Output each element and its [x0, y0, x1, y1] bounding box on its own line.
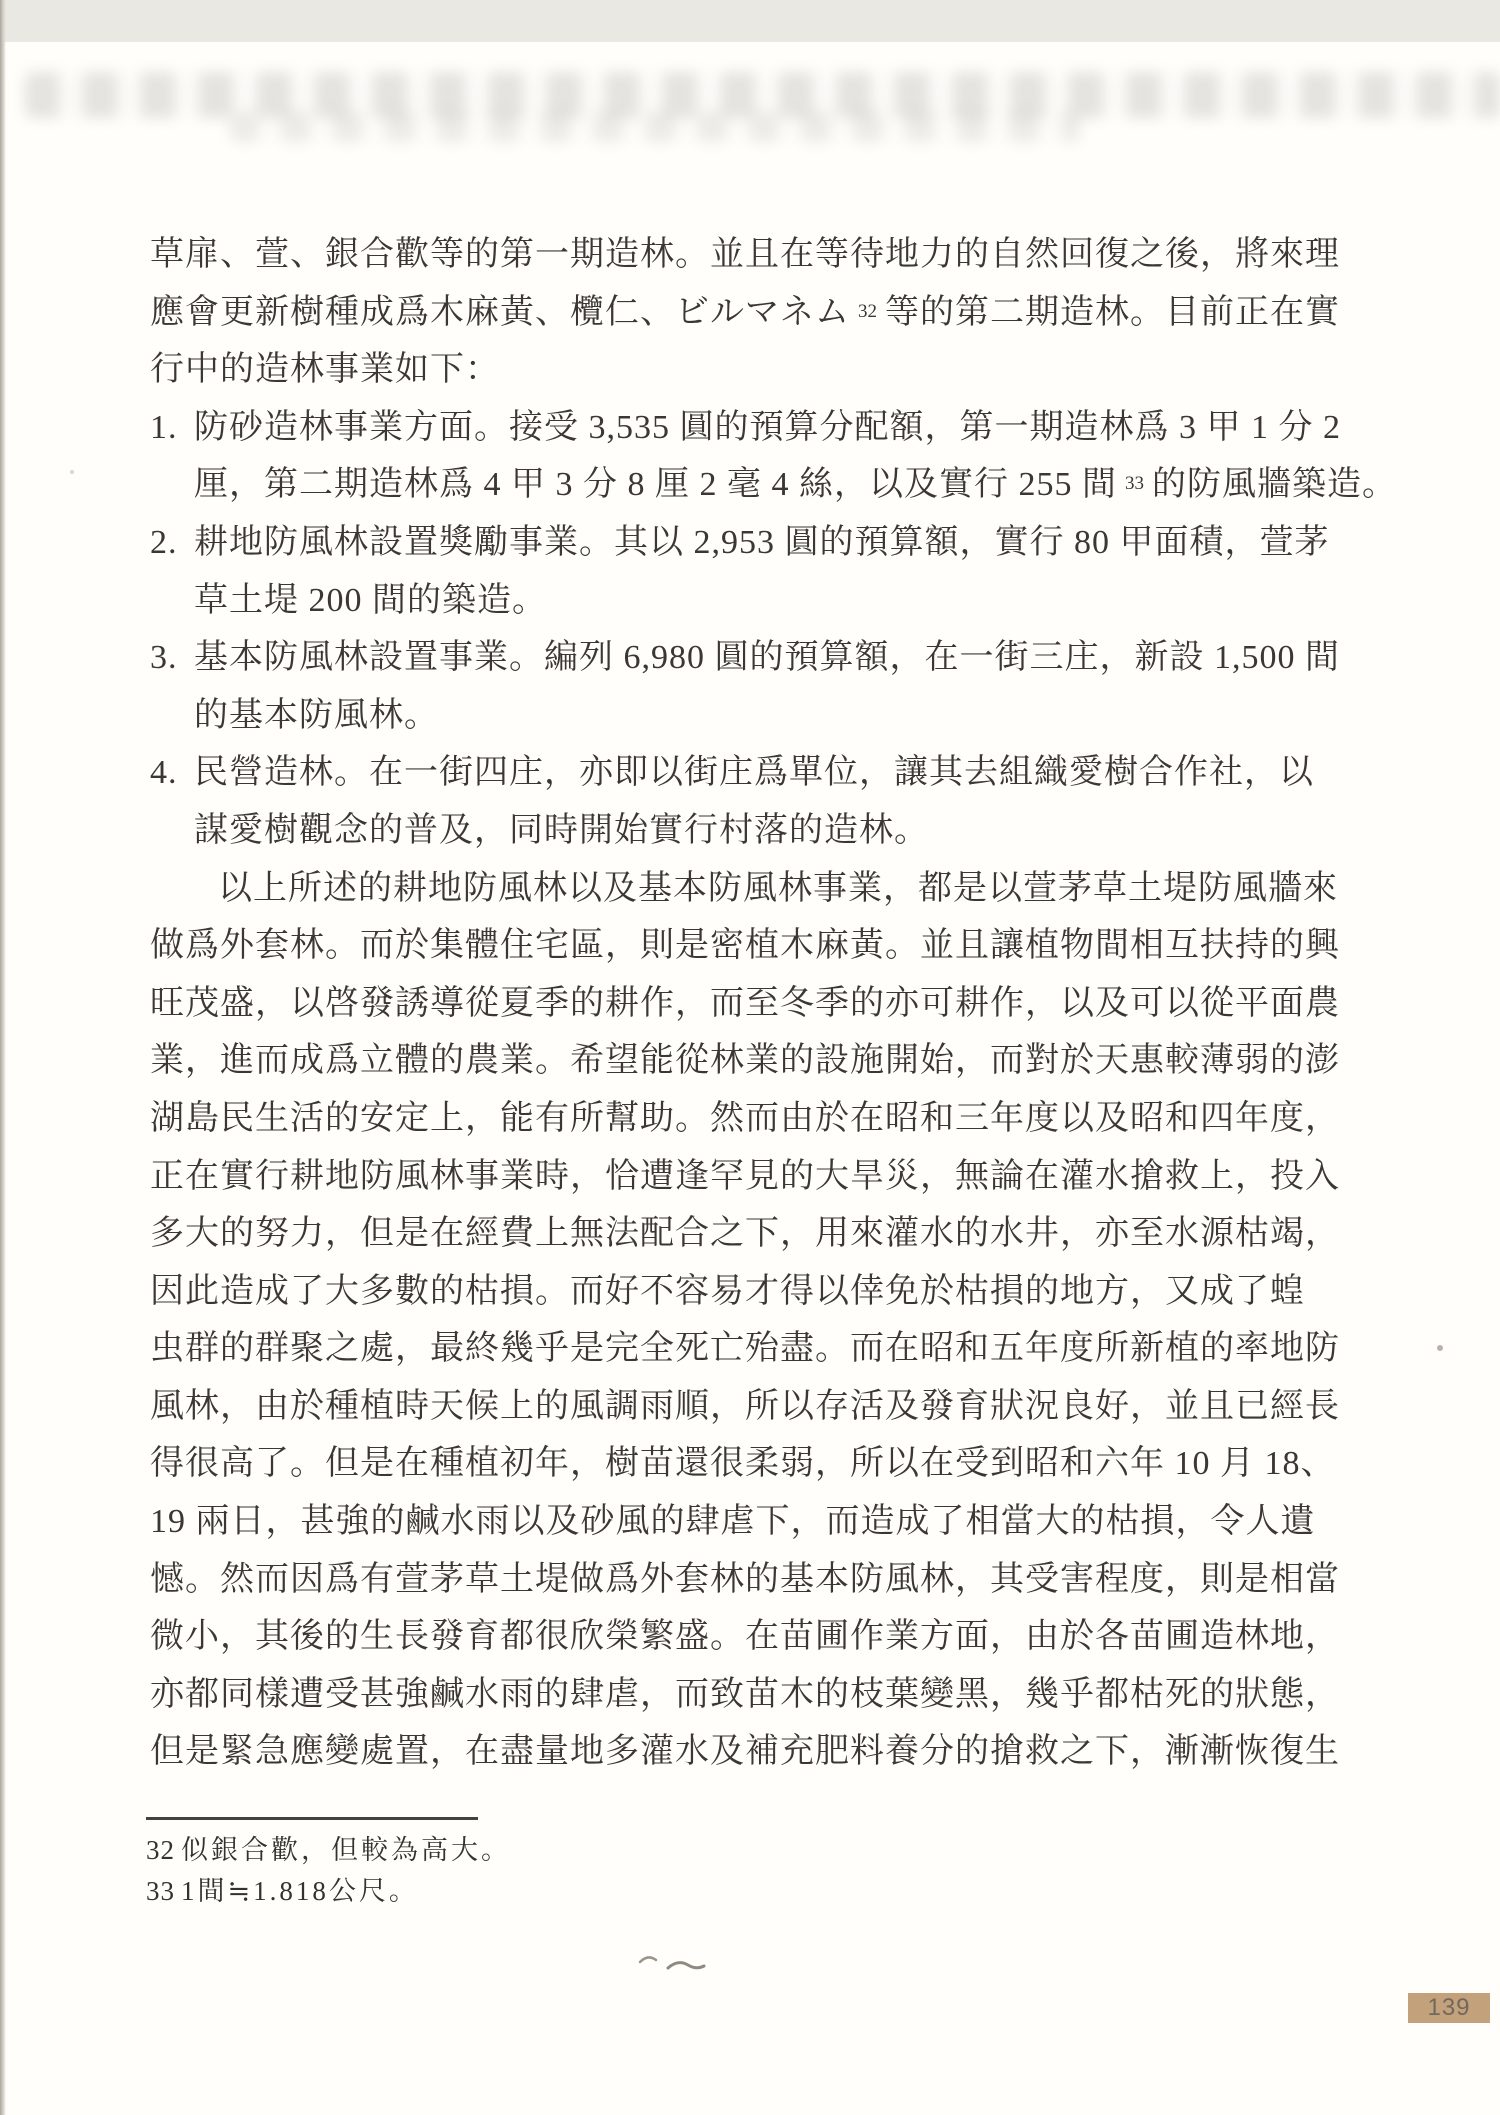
list-item-1-line-2 [150, 456, 1397, 514]
paragraph-line [150, 284, 1375, 342]
paragraph-line: 得很高了。但是在種植初年，樹苗還很柔弱，所以在受到昭和六年 10 月 18、 [150, 1445, 1336, 1483]
list-item-3-line-2: 的基本防風林。 [194, 696, 439, 734]
footnote-33 [146, 1871, 511, 1912]
list-item-number: 2. [150, 523, 178, 561]
paragraph-line: 以上所述的耕地防風林以及基本防風林事業，都是以萱茅草土堤防風牆來 [218, 869, 1338, 907]
paragraph-line: 亦都同樣遭受甚強鹹水雨的肆虐，而致苗木的枝葉變黑，幾乎都枯死的狀態， [150, 1675, 1340, 1713]
list-item-text: 民營造林。在一街四庄，亦即以街庄爲單位，讓其去組織愛樹合作社，以 [194, 754, 1314, 792]
paragraph-line: 19 兩日，甚強的鹹水雨以及砂風的肆虐下，而造成了相當大的枯損，令人遺 [150, 1503, 1316, 1541]
page-number: 139 [1408, 1993, 1490, 2023]
list-item-number: 3. [150, 639, 178, 677]
list-item-text: 耕地防風林設置獎勵事業。其以 2,953 圓的預算額，實行 80 甲面積，萱茅 [194, 523, 1330, 561]
list-item-3-line-1 [150, 629, 1375, 687]
paragraph-text: 等的第二期造林。目前正在實 [885, 293, 1340, 331]
list-item-number: 1. [150, 408, 178, 446]
footnote-number: 33 [146, 1876, 175, 1906]
paragraph-line: 微小，其後的生長發育都很欣榮繁盛。在苗圃作業方面，由於各苗圃造林地， [150, 1618, 1340, 1656]
paragraph-line: 草扉、萱、銀合歡等的第一期造林。並且在等待地力的自然回復之後，將來理 [150, 236, 1340, 273]
paragraph-line: 業，進而成爲立體的農業。希望能從林業的設施開始，而對於天惠較薄弱的澎 [150, 1042, 1340, 1080]
footnote-reference-33: 33 [1125, 473, 1144, 495]
list-item-2-line-1 [150, 514, 1375, 572]
list-item-2-line-2: 草土堤 200 間的築造。 [194, 581, 547, 619]
paragraph-line: 湖島民生活的安定上，能有所幫助。然而由於在昭和三年度以及昭和四年度， [150, 1099, 1340, 1137]
paragraph-line: 正在實行耕地防風林事業時，恰遭逢罕見的大旱災，無論在灌水搶救上，投入 [150, 1157, 1340, 1195]
list-item-4-line-2: 謀愛樹觀念的普及，同時開始實行村落的造林。 [194, 811, 929, 849]
footnote-text: 似銀合歡，但較為高大。 [181, 1835, 511, 1865]
paragraph-line: 憾。然而因爲有萱茅草土堤做爲外套林的基本防風林，其受害程度，則是相當 [150, 1560, 1340, 1598]
footnote-number: 32 [146, 1835, 175, 1865]
paragraph-line: 多大的努力，但是在經費上無法配合之下，用來灌水的水井，亦至水源枯竭， [150, 1215, 1340, 1253]
paragraph-text: 應會更新樹種成爲木麻黃、欖仁、ビルマネム [150, 293, 850, 331]
list-item-4-line-1 [150, 744, 1375, 802]
paragraph-line: 做爲外套林。而於集體住宅區，則是密植木麻黃。並且讓植物間相互扶持的興 [150, 927, 1340, 965]
paragraph-line: 但是緊急應變處置，在盡量地多灌水及補充肥料養分的搶救之下，漸漸恢復生 [150, 1733, 1340, 1771]
paragraph-line: 因此造成了大多數的枯損。而好不容易才得以倖免於枯損的地方，又成了蝗 [150, 1272, 1305, 1310]
scan-ghost-text-artifact [230, 112, 1080, 142]
paragraph-line: 旺茂盛，以啓發誘導從夏季的耕作，而至冬季的亦可耕作，以及可以從平面農 [150, 984, 1340, 1022]
paragraph-line: 行中的造林事業如下： [150, 351, 500, 389]
list-item-text: 防砂造林事業方面。接受 3,535 圓的預算分配額，第一期造林爲 3 甲 1 分 2 [194, 408, 1341, 446]
list-item-text: 基本防風林設置事業。編列 6,980 圓的預算額，在一街三庄，新設 1,500 間 [194, 639, 1340, 677]
main-text-block [150, 226, 1397, 1781]
footnote-32 [146, 1830, 511, 1871]
list-item-number: 4. [150, 754, 178, 792]
footnote-separator [146, 1817, 478, 1820]
footnote-text: 1間≒1.818公尺。 [181, 1876, 419, 1906]
list-item-1-line-1 [150, 399, 1375, 457]
scan-top-band [0, 0, 1500, 42]
scan-mark-artifact [638, 1952, 708, 1978]
scan-left-edge [0, 0, 6, 2115]
footnote-reference-32: 32 [858, 300, 877, 322]
scan-speck-artifact [1437, 1345, 1443, 1351]
paragraph-line: 風林，由於種植時天候上的風調雨順，所以存活及發育狀況良好，並且已經長 [150, 1387, 1340, 1425]
list-item-text: 的防風牆築造。 [1152, 466, 1397, 504]
list-item-text: 厘，第二期造林爲 4 甲 3 分 8 厘 2 毫 4 絲，以及實行 255 間 [194, 466, 1117, 504]
paragraph-line: 虫群的群聚之處，最終幾乎是完全死亡殆盡。而在昭和五年度所新植的率地防 [150, 1330, 1340, 1368]
scan-speck-artifact [70, 470, 74, 474]
scan-ghost-text-artifact [25, 72, 1500, 118]
footnotes [146, 1830, 511, 1912]
